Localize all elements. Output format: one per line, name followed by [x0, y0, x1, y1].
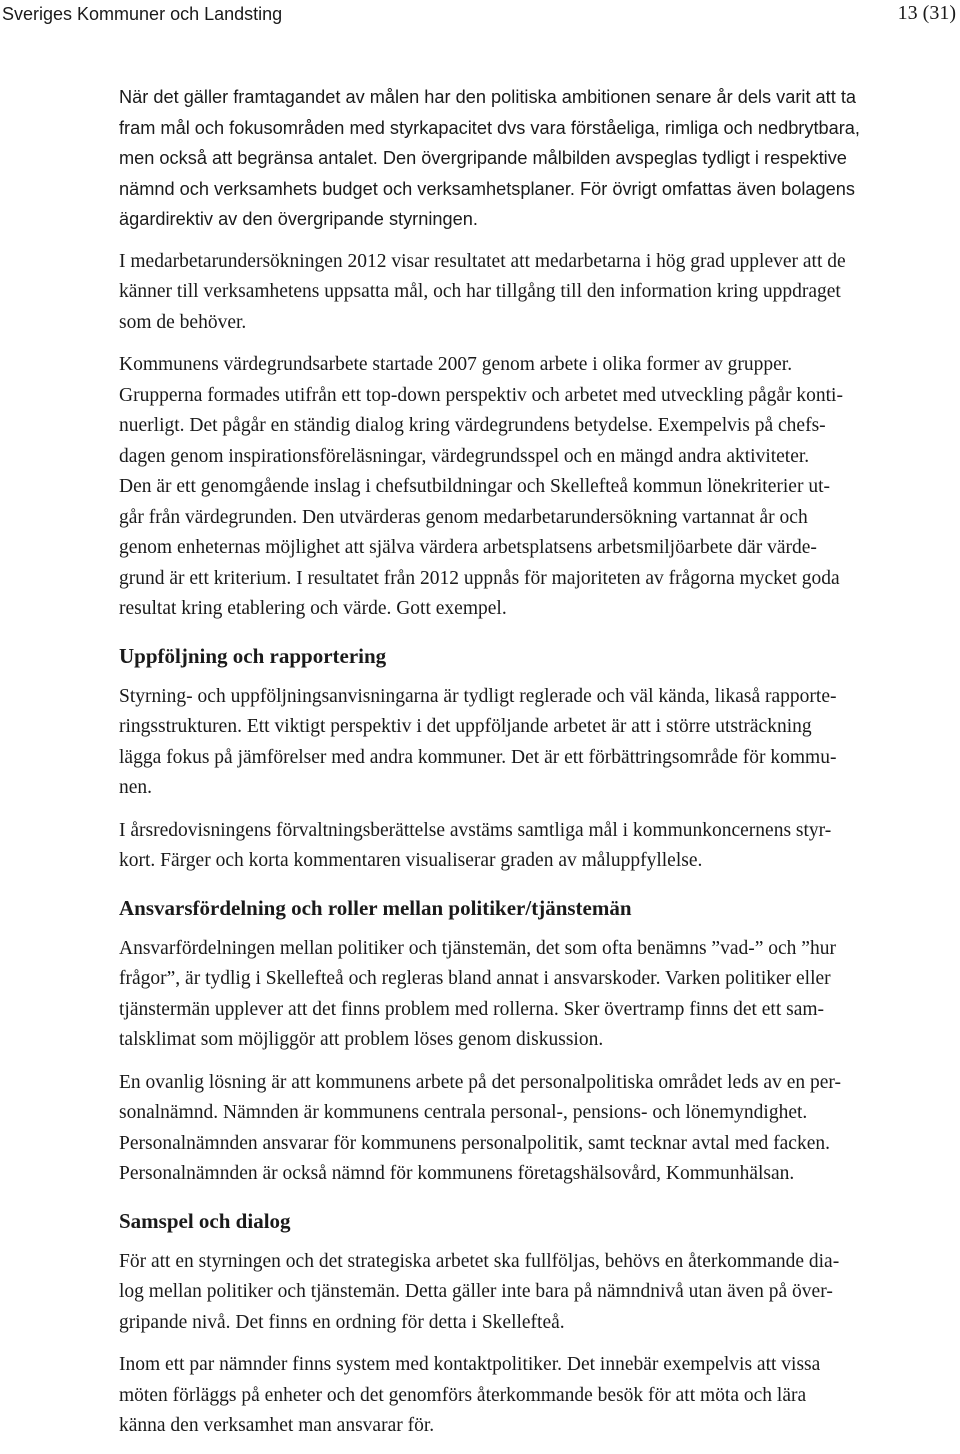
text-line: Ansvarfördelningen mellan politiker och tjänstemän, det som ofta benämns ”vad-” och ”hur	[119, 937, 836, 959]
document-body	[119, 82, 960, 1454]
text-line: kort. Färger och korta kommentaren visualiserar graden av måluppfyllelse.	[119, 850, 703, 871]
text-line: känner till verksamhetens uppsatta mål, och har tillgång till den information kring uppdraget	[119, 281, 841, 302]
text-line: ringsstrukturen. Ett viktigt perspektiv i det uppföljande arbetet är att i större utsträckning	[119, 716, 812, 737]
organization-name: Sveriges Kommuner och Landsting	[2, 4, 283, 24]
text-line: talsklimat som möjliggör att problem löses genom diskussion.	[119, 1029, 604, 1050]
text-line: lägga fokus på jämförelser med andra kommuner. Det är ett förbättringsområde för kommu-	[119, 746, 837, 768]
text-line: Styrning- och uppföljningsanvisningarna är tydligt reglerade och väl kända, likaså rapporte-	[119, 685, 837, 707]
text-line: ägardirektiv av den övergripande styrningen.	[119, 209, 478, 229]
text-line: nämnd och verksamhets budget och verksamhetsplaner. För övrigt omfattas även bolagens	[119, 178, 855, 199]
section-heading: Samspel och dialog	[119, 1208, 291, 1233]
text-line: nen.	[119, 777, 153, 798]
page-header	[0, 0, 960, 30]
text-line: möten förläggs på enheter och det genomförs återkommande besök för att möta och lära	[119, 1384, 807, 1406]
text-line: resultat kring etablering och värde. Gott exempel.	[119, 598, 507, 619]
section-heading: Ansvarsfördelning och roller mellan politiker/tjänstemän	[119, 895, 632, 920]
text-line: Personalnämnden är också nämnd för kommunens företagshälsovård, Kommunhälsan.	[119, 1163, 795, 1184]
paragraph	[119, 1247, 960, 1339]
paragraph	[119, 247, 960, 339]
text-line: känna den verksamhet man ansvarar för.	[119, 1415, 435, 1436]
paragraph	[119, 1350, 960, 1442]
text-line: En ovanlig lösning är att kommunens arbete på det personalpolitiska området leds av en per-	[119, 1071, 841, 1093]
text-line: som de behöver.	[119, 311, 247, 333]
text-line: Inom ett par nämnder finns system med kontaktpolitiker. Det innebär exempelvis att vissa	[119, 1354, 821, 1375]
text-line: fram mål och fokusområden med styrkapacitet dvs vara förståeliga, rimliga och nedbrytbara,	[119, 117, 860, 138]
text-line: men också att begränsa antalet. Den övergripande målbilden avspeglas tydligt i respektive	[119, 148, 847, 168]
paragraph	[119, 816, 960, 877]
text-line: går från värdegrunden. Den utvärderas genom medarbetarundersökning vartannat år och	[119, 506, 808, 528]
text-line: När det gäller framtagandet av målen har den politiska ambitionen senare år dels varit att ta	[119, 87, 856, 107]
text-line: I medarbetarundersökningen 2012 visar resultatet att medarbetarna i hög grad upplever att de	[119, 250, 846, 272]
text-line: Den är ett genomgående inslag i chefsutbildningar och Skellefteå kommun lönekriterier ut-	[119, 476, 830, 497]
text-line: För att en styrningen och det strategiska arbetet ska fullföljas, behövs en återkommande dia-	[119, 1250, 840, 1272]
paragraph	[119, 682, 960, 804]
text-line: gripande nivå. Det finns en ordning för detta i Skellefteå.	[119, 1311, 565, 1333]
section-heading: Uppföljning och rapportering	[119, 643, 387, 668]
text-line: sonalnämnd. Nämnden är kommunens centrala personal-, pensions- och lönemyndighet.	[119, 1102, 808, 1123]
paragraph	[119, 82, 960, 235]
text-line: Grupperna formades utifrån ett top-down perspektiv och arbetet med utveckling pågår konti-	[119, 384, 843, 406]
text-line: I årsredovisningens förvaltningsberättelse avstäms samtliga mål i kommunkoncernens styr-	[119, 819, 832, 841]
page-number: 13 (31)	[897, 2, 956, 24]
text-line: nuerligt. Det pågår en ständig dialog kring värdegrundens betydelse. Exempelvis på chefs-	[119, 415, 826, 436]
text-line: grund är ett kriterium. I resultatet från 2012 uppnås för majoriteten av frågorna mycket goda	[119, 567, 840, 589]
paragraph	[119, 934, 960, 1056]
text-line: dagen genom inspirationsföreläsningar, värdegrundsspel och en mängd andra aktiviteter.	[119, 445, 810, 467]
paragraph	[119, 1068, 960, 1190]
paragraph	[119, 350, 960, 625]
text-line: Personalnämnden ansvarar för kommunens personalpolitik, samt tecknar avtal med facken.	[119, 1132, 830, 1154]
text-line: log mellan politiker och tjänstemän. Detta gäller inte bara på nämndnivå utan även på över-	[119, 1281, 833, 1302]
text-line: tjänstermän upplever att det finns problem med rollerna. Sker övertramp finns det ett sam-	[119, 998, 825, 1020]
text-line: Kommunens värdegrundsarbete startade 2007 genom arbete i olika former av grupper.	[119, 354, 793, 375]
text-line: frågor”, är tydlig i Skellefteå och regleras bland annat i ansvarskoder. Varken politiker eller	[119, 968, 831, 989]
text-line: genom enheternas möjlighet att själva värdera arbetsplatsens arbetsmiljöarbete där värde-	[119, 537, 817, 558]
